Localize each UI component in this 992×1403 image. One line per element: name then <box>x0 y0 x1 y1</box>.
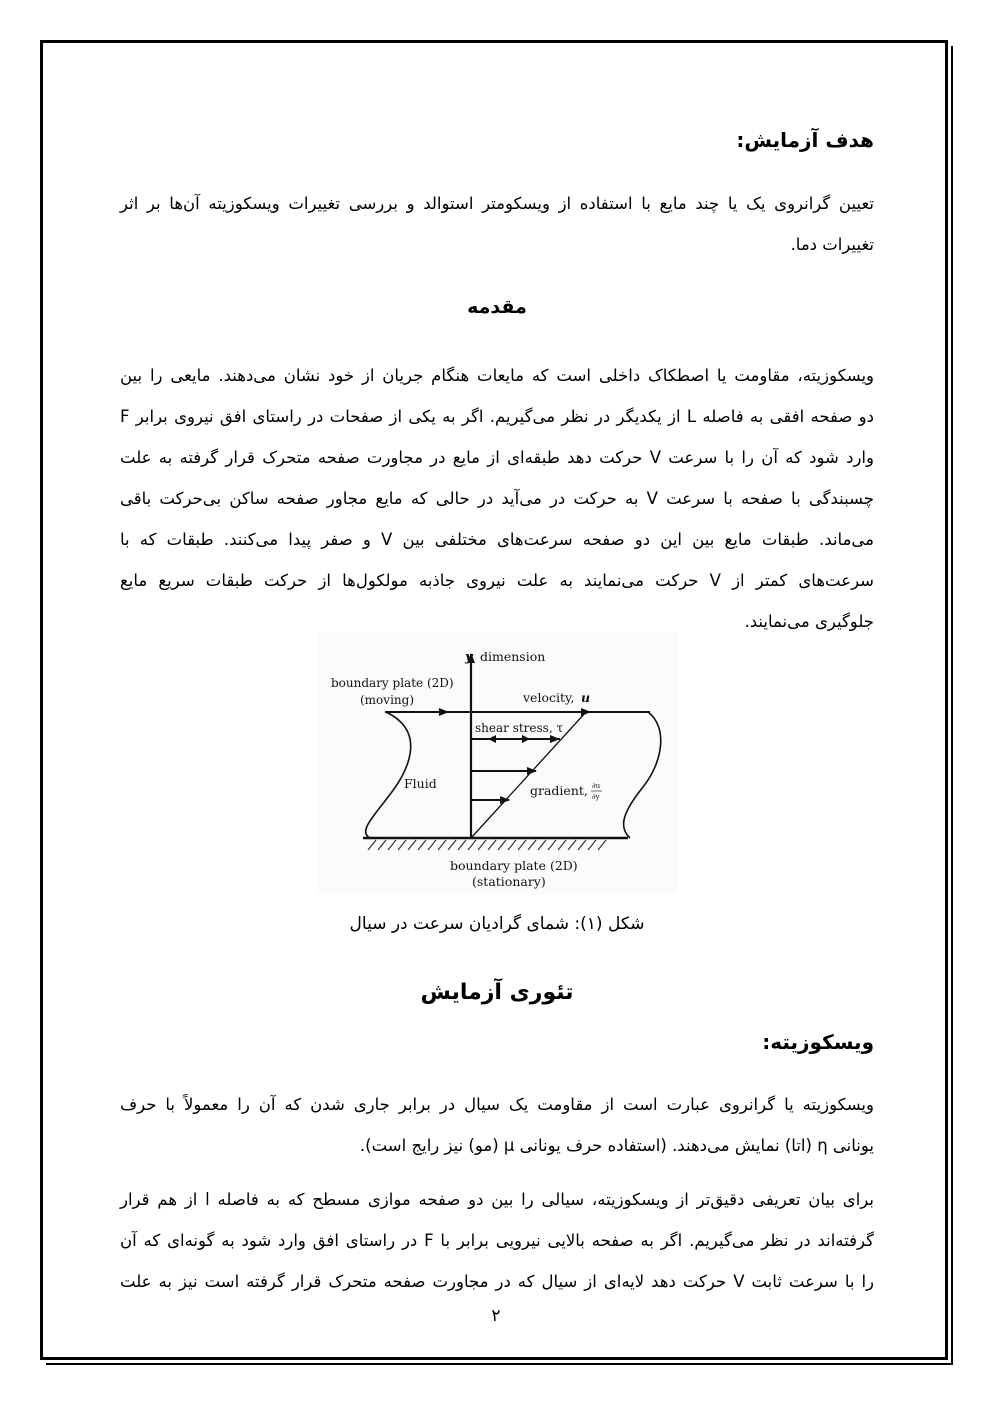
introduction-line: جلوگیری می‌نمایند. <box>744 612 874 631</box>
introduction-line: دو صفحه افقی به فاصله L از یکدیگر در نظر می‌گیریم. اگر به یکی از صفحات در راستای افق نیروی برابر F <box>120 407 874 426</box>
gradient-label: gradient, <box>530 783 588 798</box>
page-number: ۲ <box>491 1306 501 1326</box>
introduction-paragraph <box>120 355 874 642</box>
velocity-label: velocity, <box>523 690 575 705</box>
gradient-numerator: ∂u <box>592 782 601 790</box>
objective-line: تعیین گرانروی یک یا چند مایع با استفاده از ویسکومتر استوالد و بررسی تغییرات ویسکوزیته آن‌ها بر اثر <box>120 194 874 213</box>
introduction-line: چسبندگی با صفحه با سرعت V به حرکت در می‌آید در حالی که مایع مجاور صفحه ساکن بی‌حرکت باقی <box>120 489 874 508</box>
introduction-line: وارد شود که آن را با سرعت V حرکت دهد طبقه‌ای از مایع در مجاورت صفحه متحرک قرار گرفته به علت <box>120 448 874 467</box>
velocity-gradient-diagram <box>318 632 678 894</box>
viscosity-line: ویسکوزیته یا گرانروی عبارت است از مقاومت یک سیال در برابر جاری شدن که آن را معمولاً با حرف <box>120 1095 874 1114</box>
viscosity-paragraph-1 <box>120 1084 874 1166</box>
gradient-denominator: ∂y <box>592 793 600 801</box>
objective-line: تغییرات دما. <box>790 235 874 254</box>
viscosity-paragraph-2 <box>120 1179 874 1302</box>
viscosity-line: را با سرعت ثابت V حرکت دهد لایه‌ای از سیال که در مجاورت صفحه متحرک قرار گرفته است نیز به علت <box>120 1272 875 1291</box>
y-axis-suffix: dimension <box>480 649 546 664</box>
shear-stress-label: shear stress, τ <box>475 721 564 735</box>
top-plate-label: boundary plate (2D) <box>331 676 454 690</box>
figure-caption: شکل (۱): شمای گرادیان سرعت در سیال <box>349 914 645 934</box>
page-border-shadow-bottom <box>46 1363 953 1365</box>
bottom-plate-label: boundary plate (2D) <box>450 858 578 873</box>
fluid-label: Fluid <box>404 776 437 791</box>
velocity-gradient-figure <box>318 632 678 894</box>
top-plate-sublabel: (moving) <box>360 693 414 707</box>
introduction-line: ویسکوزیته، مقاومت یا اصطکاک داخلی است که مایعات هنگام جریان از خود نشان می‌دهند. مایعی را بین <box>120 366 874 385</box>
viscosity-heading: ویسکوزیته: <box>762 1030 874 1054</box>
objective-heading: هدف آزمایش: <box>736 128 874 152</box>
viscosity-line: یونانی η (اتا) نمایش می‌دهند. (استفاده حرف یونانی μ (مو) نیز رایج است). <box>359 1136 874 1155</box>
introduction-heading: مقدمه <box>467 296 527 318</box>
page-border-shadow-right <box>951 46 953 1364</box>
theory-heading: تئوری آزمایش <box>420 980 574 1005</box>
viscosity-line: برای بیان تعریفی دقیق‌تر از ویسکوزیته، سیالی را بین دو صفحه موازی مسطح که به فاصله l از هم قرار <box>120 1190 874 1209</box>
velocity-symbol: u <box>581 690 591 705</box>
introduction-line: می‌ماند. طبقات مایع بین این دو صفحه سرعت‌های مختلفی بین V و صفر پیدا می‌کنند. طبقات که با <box>120 530 875 549</box>
bottom-plate-sublabel: (stationary) <box>472 874 546 889</box>
viscosity-line: گرفته‌اند در نظر می‌گیریم. اگر به صفحه بالایی نیرویی برابر با F در راستای افق وارد شود به گونه‌ای که آن <box>120 1231 874 1250</box>
y-axis-label: y <box>465 650 473 665</box>
introduction-line: سرعت‌های کمتر از V حرکت می‌نمایند به علت نیروی جاذبه مولکول‌ها از حرکت طبقات سریع مایع <box>120 571 874 590</box>
objective-paragraph <box>120 183 874 265</box>
